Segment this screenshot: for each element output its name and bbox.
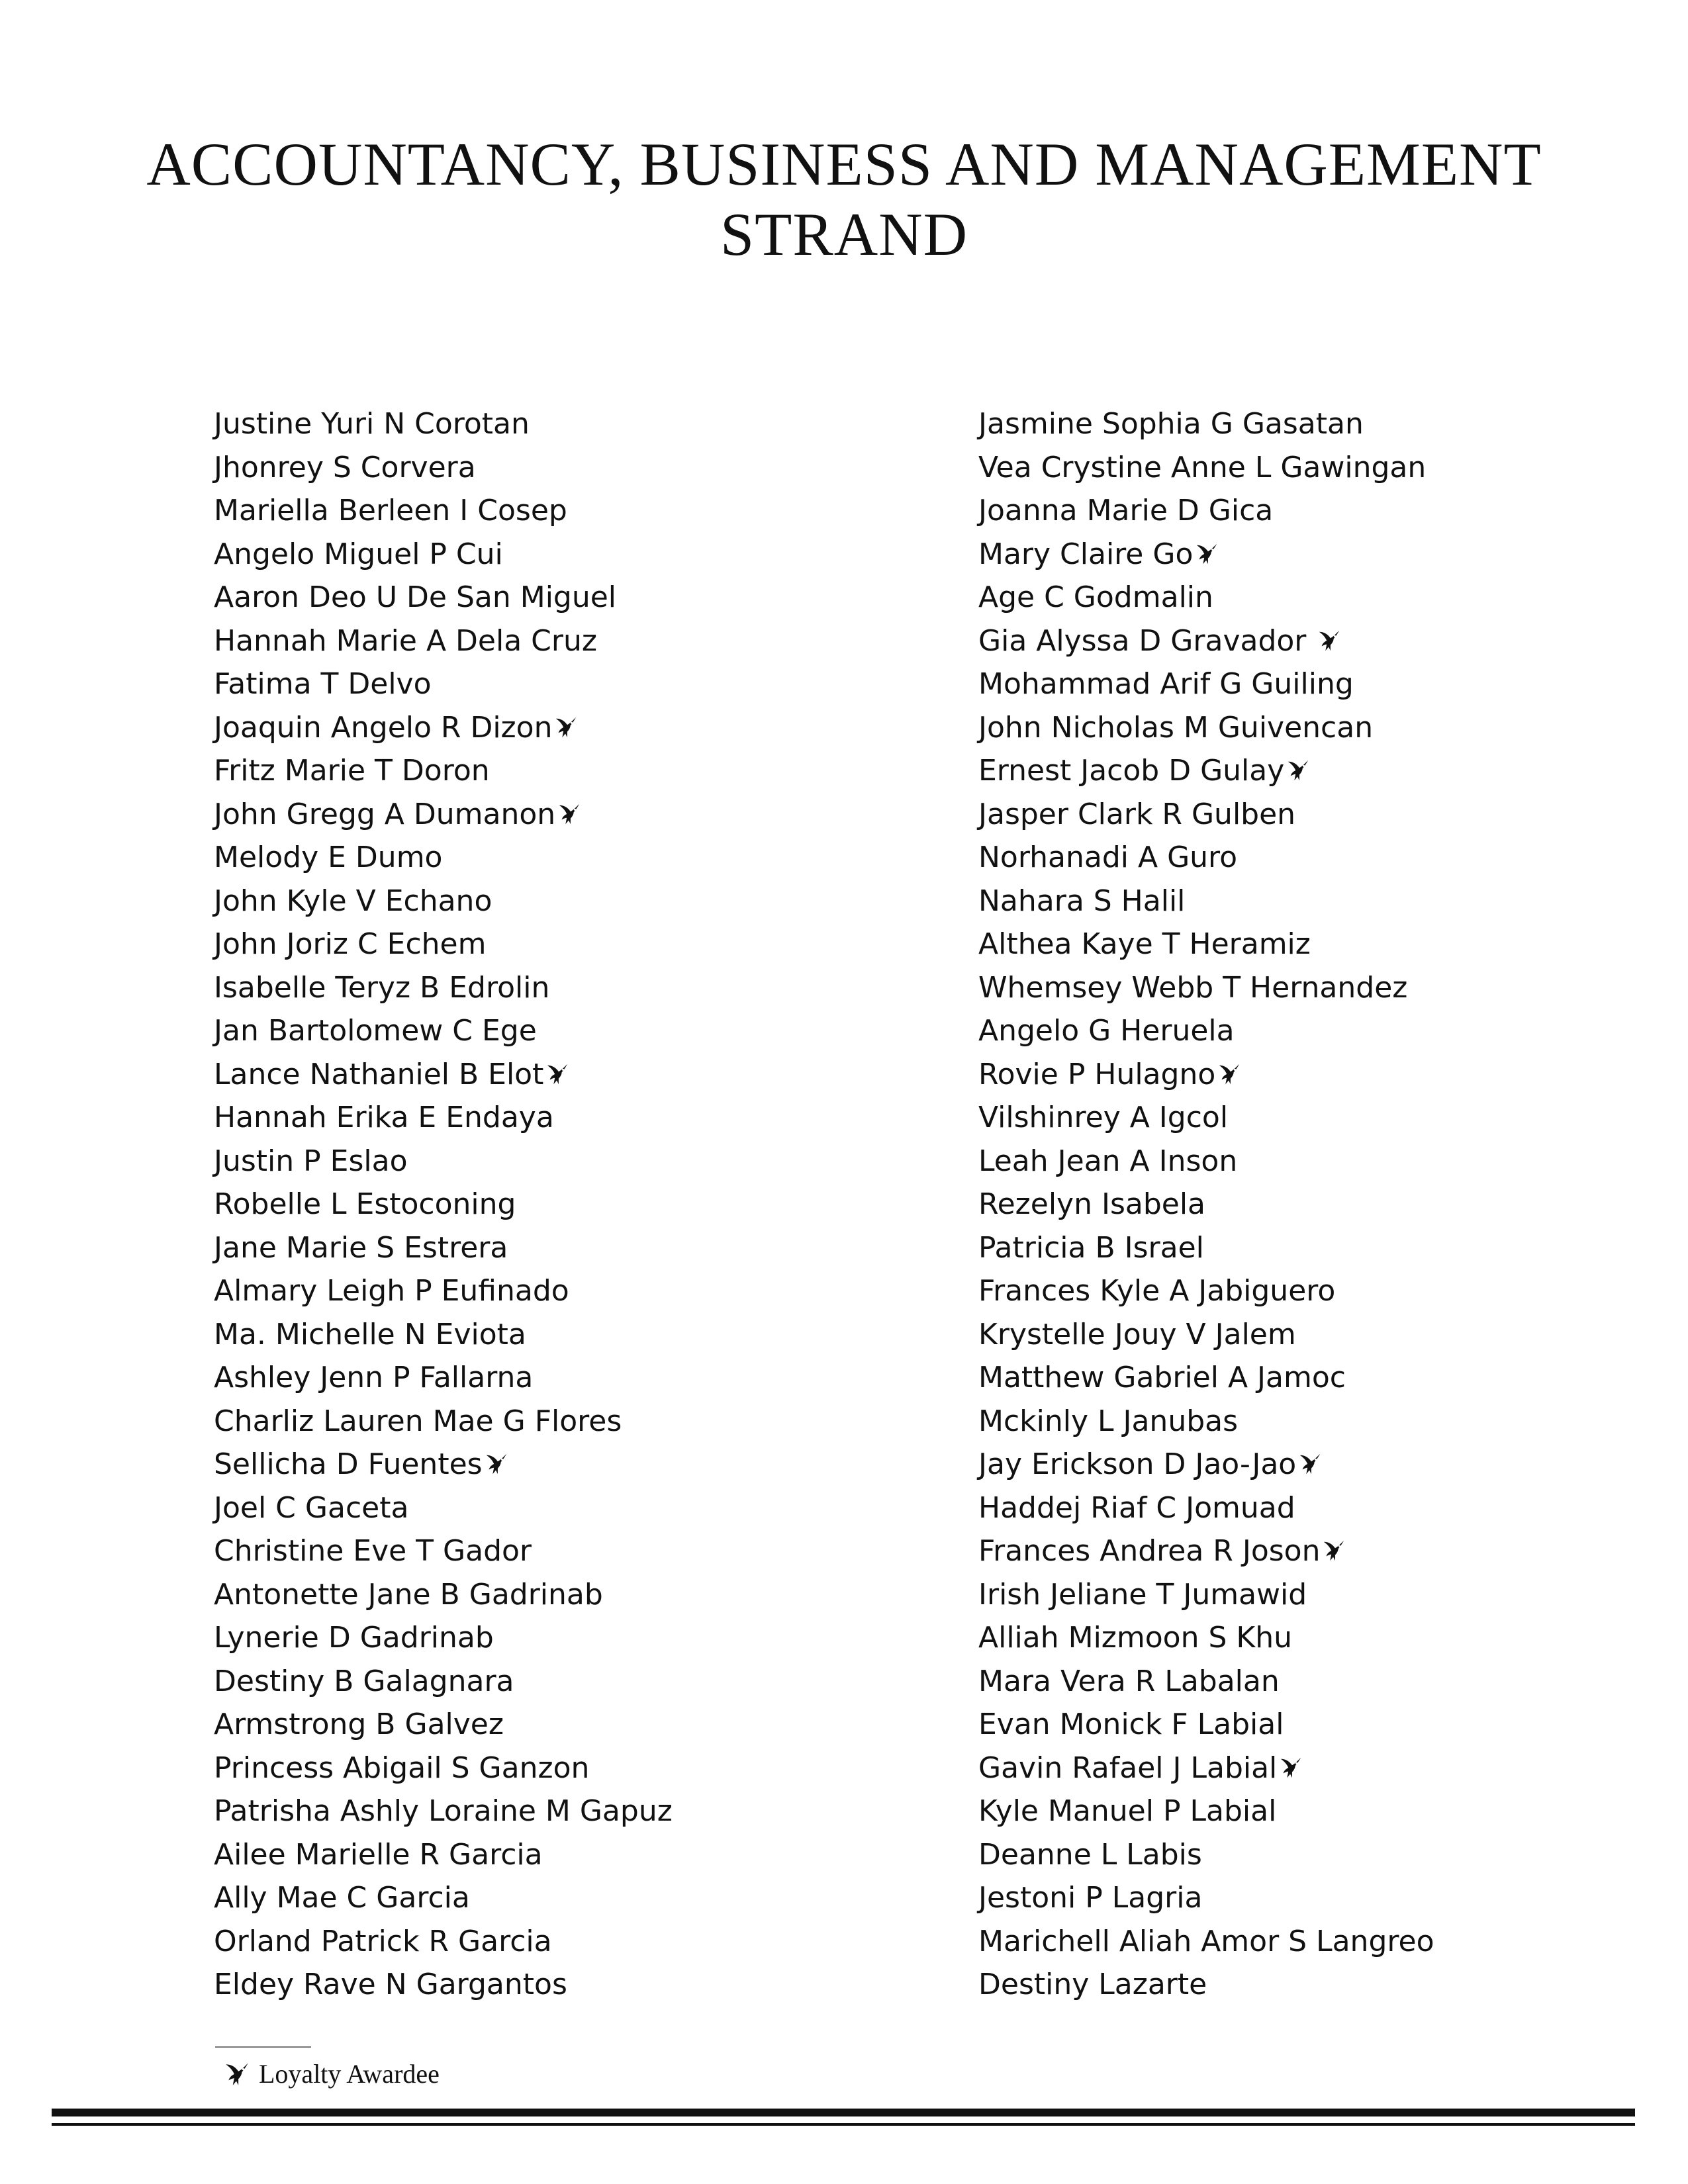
student-name: Jhonrey S Corvera [214,450,476,484]
list-item [214,1963,673,2007]
student-name: Lance Nathaniel B Elot [214,1057,544,1091]
list-item [214,1183,673,1226]
list-item [214,1226,673,1270]
legend [222,2057,440,2091]
student-name: Matthew Gabriel A Jamoc [978,1361,1346,1394]
list-item [978,1269,1434,1313]
list-item [214,836,673,880]
student-name: Joaquin Angelo R Dizon [214,710,553,745]
student-name: Mariella Berleen I Cosep [214,494,567,527]
student-name: Norhanadi A Guro [978,841,1238,874]
student-name: Mary Claire Go [978,537,1194,571]
names-column-right [978,402,1434,2007]
student-name: Rezelyn Isabela [978,1187,1206,1221]
student-name: Kyle Manuel P Labial [978,1794,1277,1828]
student-name: Destiny B Galagnara [214,1664,514,1698]
list-item [214,1920,673,1964]
student-name: Hannah Erika E Endaya [214,1101,554,1134]
eagle-icon [1321,1532,1346,1559]
student-name: Ailee Marielle R Garcia [214,1837,543,1872]
bottom-rule-thick [52,2109,1635,2116]
list-item [214,489,673,533]
list-item [978,1226,1434,1270]
list-item [214,1876,673,1920]
list-item [978,1529,1434,1573]
student-name: Sellicha D Fuentes [214,1447,483,1481]
title-line-2: STRAND [720,201,968,268]
student-name: Jay Erickson D Jao-Jao [978,1447,1297,1481]
student-name: Princess Abigail S Ganzon [214,1751,590,1785]
list-item [978,1356,1434,1400]
eagle-icon [1286,752,1311,778]
student-name: Mckinly L Janubas [978,1404,1239,1438]
eagle-icon [1194,535,1219,562]
student-name: Frances Andrea R Joson [978,1534,1321,1568]
list-item [978,1096,1434,1140]
list-item [214,1833,673,1877]
list-item [214,880,673,923]
list-item [978,1920,1434,1964]
bottom-rule-thin [52,2123,1635,2126]
student-name: Marichell Aliah Amor S Langreo [978,1924,1434,1958]
list-item [978,1313,1434,1357]
list-item [978,402,1434,446]
list-item [214,1096,673,1140]
list-item [978,880,1434,923]
list-item [214,1790,673,1833]
list-item [978,576,1434,619]
student-name: Gia Alyssa D Gravador [978,623,1316,658]
list-item [978,836,1434,880]
student-name: Patrisha Ashly Loraine M Gapuz [214,1794,673,1828]
student-name: Deanne L Labis [978,1837,1202,1872]
list-item [978,1616,1434,1660]
student-name: Joanna Marie D Gica [978,494,1274,527]
list-item [978,923,1434,966]
list-item [978,1876,1434,1920]
student-name: Melody E Dumo [214,841,443,874]
student-name: Fatima T Delvo [214,667,432,701]
list-item [978,749,1434,793]
eagle-icon [1278,1749,1303,1776]
list-item [978,1963,1434,2007]
student-name: Justine Yuri N Corotan [214,407,530,441]
student-name: Whemsey Webb T Hernandez [978,970,1408,1005]
list-item [978,1009,1434,1053]
eagle-icon [1297,1445,1323,1472]
list-item [214,619,673,663]
list-item [978,1140,1434,1183]
eagle-icon [1217,1056,1242,1082]
student-name: Christine Eve T Gador [214,1534,532,1568]
student-name: Ally Mae C Garcia [214,1881,470,1915]
list-item [978,966,1434,1010]
student-name: Orland Patrick R Garcia [214,1924,552,1958]
list-item [214,402,673,446]
list-item [214,1053,673,1097]
list-item [214,1400,673,1443]
list-item [978,533,1434,576]
list-item [978,1183,1434,1226]
student-name: Lynerie D Gadrinab [214,1621,494,1655]
list-item [978,1400,1434,1443]
list-item [214,923,673,966]
list-item [214,1573,673,1617]
list-item [978,446,1434,490]
list-item [214,446,673,490]
student-name: Joel C Gaceta [214,1490,409,1525]
list-item [978,1486,1434,1530]
list-item [978,619,1434,663]
student-name: Althea Kaye T Heramiz [978,927,1311,961]
list-item [214,1616,673,1660]
list-item [214,1313,673,1357]
student-name: Evan Monick F Labial [978,1707,1284,1741]
student-name: Aaron Deo U De San Miguel [214,580,617,614]
list-item [978,706,1434,750]
page-title [0,129,1688,269]
list-item [214,1140,673,1183]
student-name: Frances Kyle A Jabiguero [978,1274,1336,1308]
student-name: Angelo Miguel P Cui [214,537,503,571]
list-item [214,793,673,837]
student-name: Gavin Rafael J Labial [978,1751,1278,1785]
student-name: John Kyle V Echano [214,884,492,918]
footnote-divider [215,2046,311,2048]
student-name: Krystelle Jouy V Jalem [978,1317,1296,1351]
student-name: John Gregg A Dumanon [214,797,556,831]
student-name: Isabelle Teryz B Edrolin [214,970,550,1005]
eagle-icon [223,2060,251,2089]
student-name: Rovie P Hulagno [978,1057,1216,1091]
list-item [214,1443,673,1486]
eagle-icon [484,1445,509,1472]
list-item [978,489,1434,533]
student-name: Angelo G Heruela [978,1014,1235,1048]
student-name: John Joriz C Echem [214,927,487,961]
list-item [214,1269,673,1313]
list-item [214,1009,673,1053]
student-name: Ernest Jacob D Gulay [978,754,1285,788]
student-name: Jestoni P Lagria [978,1881,1203,1915]
list-item [214,966,673,1010]
student-name: Leah Jean A Inson [978,1144,1238,1178]
student-name: Jasmine Sophia G Gasatan [978,407,1364,441]
list-item [214,1486,673,1530]
student-name: Ma. Michelle N Eviota [214,1317,526,1351]
eagle-icon [553,709,579,735]
student-name: Hannah Marie A Dela Cruz [214,623,597,658]
student-name: Nahara S Halil [978,884,1186,918]
student-name: Ashley Jenn P Fallarna [214,1361,534,1394]
list-item [214,749,673,793]
student-name: Robelle L Estoconing [214,1187,516,1221]
student-name: Jan Bartolomew C Ege [214,1014,537,1048]
student-name: Fritz Marie T Doron [214,754,490,788]
student-name: Alliah Mizmoon S Khu [978,1621,1293,1655]
list-item [978,1703,1434,1747]
student-name: Almary Leigh P Eufinado [214,1274,569,1308]
list-item [214,1529,673,1573]
student-name: Eldey Rave N Gargantos [214,1968,567,2001]
list-item [978,793,1434,837]
eagle-icon [1317,622,1342,649]
student-name: Justin P Eslao [214,1144,408,1178]
list-item [214,662,673,706]
student-name: Mara Vera R Labalan [978,1664,1280,1698]
student-name: John Nicholas M Guivencan [978,710,1374,745]
list-item [978,1573,1434,1617]
student-name: Jane Marie S Estrera [214,1230,508,1265]
student-name: Jasper Clark R Gulben [978,797,1296,831]
list-item [214,1703,673,1747]
list-item [978,1660,1434,1704]
list-item [214,576,673,619]
student-name: Antonette Jane B Gadrinab [214,1577,603,1612]
list-item [214,1747,673,1790]
student-name: Vea Crystine Anne L Gawingan [978,450,1427,484]
student-name: Armstrong B Galvez [214,1707,504,1741]
student-name: Irish Jeliane T Jumawid [978,1577,1307,1612]
student-name: Charliz Lauren Mae G Flores [214,1404,622,1438]
list-item [978,1747,1434,1790]
student-name: Mohammad Arif G Guiling [978,667,1354,701]
list-item [978,1443,1434,1486]
student-name: Destiny Lazarte [978,1968,1207,2001]
names-column-left [214,402,673,2007]
eagle-icon [557,796,582,822]
student-name: Haddej Riaf C Jomuad [978,1490,1295,1525]
student-name: Patricia B Israel [978,1230,1204,1265]
list-item [214,533,673,576]
list-item [214,1356,673,1400]
list-item [214,706,673,750]
list-item [978,1833,1434,1877]
title-line-1: ACCOUNTANCY, BUSINESS AND MANAGEMENT [146,130,1542,198]
list-item [978,1790,1434,1833]
legend-label: Loyalty Awardee [259,2059,440,2089]
eagle-icon [545,1056,570,1082]
list-item [214,1660,673,1704]
student-name: Vilshinrey A Igcol [978,1101,1229,1134]
list-item [978,1053,1434,1097]
student-name: Age C Godmalin [978,580,1213,614]
list-item [978,662,1434,706]
